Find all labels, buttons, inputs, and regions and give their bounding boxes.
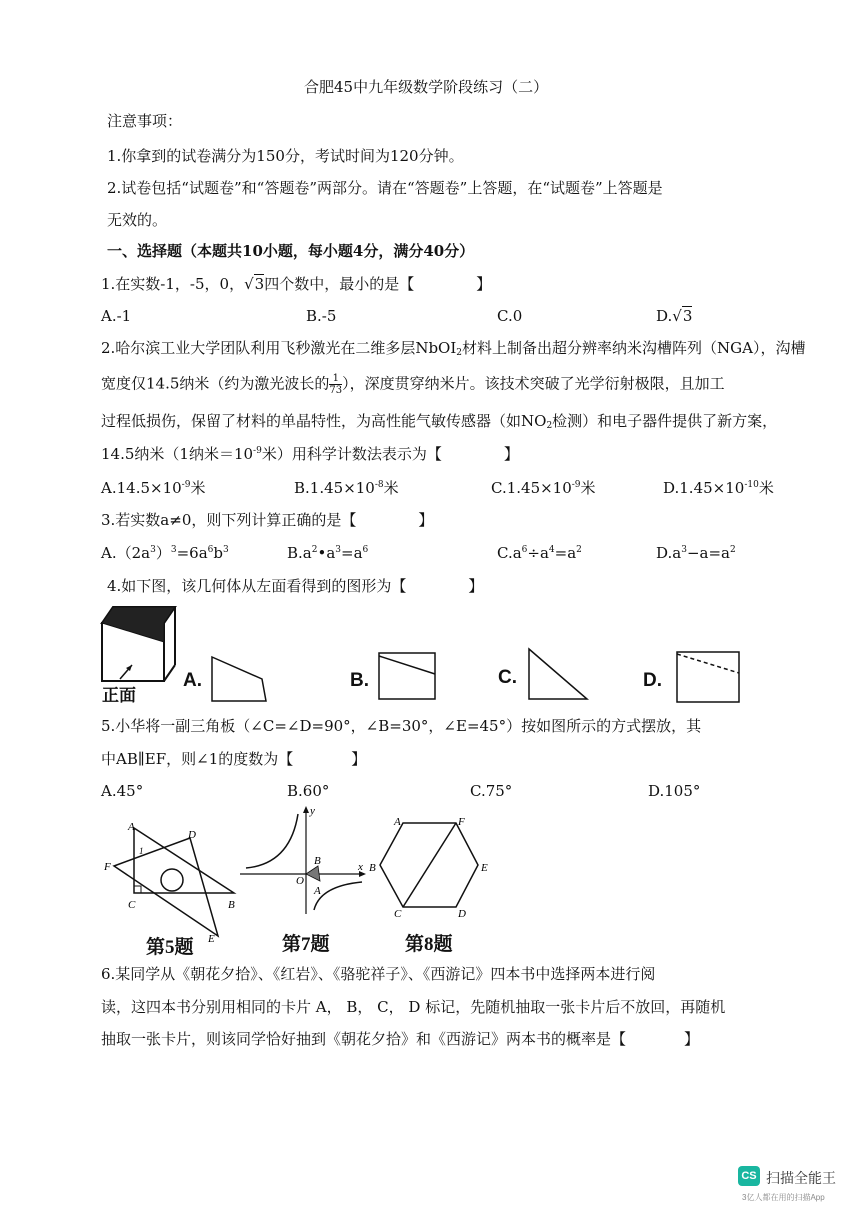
q5-line-2-text: 中AB∥EF，则∠1的度数为【 <box>101 750 294 768</box>
q2-c-unit: 米 <box>580 479 596 497</box>
q2-l1-a: 2.哈尔滨工业大学团队利用飞秒激光在二维多层NbOI <box>101 339 457 357</box>
q6-line-2: 读，这四本书分别用相同的卡片 A， B， C， D 标记，先随机抽取一张卡片后不放回，再随机 <box>101 998 726 1016</box>
q3-a-s3: 6 <box>207 545 214 555</box>
q5-option-a: A.45° <box>101 782 144 800</box>
fig7-label-x: x <box>358 861 363 873</box>
q3-b-2: •a <box>317 544 336 562</box>
q2-l3-sub: 2 <box>546 421 553 431</box>
q5-option-d: D.105° <box>648 782 701 800</box>
q2-line-2 <box>101 373 725 396</box>
fig8-label-d: D <box>458 908 466 920</box>
q1-stem-b: 四个数中，最小的是【 <box>264 275 415 293</box>
q2-fraction-denominator: 73 <box>329 385 343 396</box>
notice-item-2-line-2: 无效的。 <box>107 211 168 229</box>
q3-b-3: =a <box>341 544 363 562</box>
fig8-label-b: B <box>369 862 376 874</box>
fig7-caption: 第7题 <box>282 934 330 955</box>
q3-c-s3: 2 <box>576 545 582 555</box>
camscanner-logo-icon: CS <box>738 1166 760 1186</box>
q2-b-unit: 米 <box>383 479 399 497</box>
q2-l2-a: 宽度仅14.5纳米（约为激光波长的 <box>101 374 330 393</box>
q3-a-2: ） <box>155 544 171 562</box>
q1-option-d-prefix: D. <box>656 307 673 325</box>
fig5-label-d: D <box>188 829 196 841</box>
q2-option-a <box>101 481 205 496</box>
q4-option-b-figure <box>378 652 438 702</box>
fig7-graph <box>240 806 370 916</box>
q6-line-1: 6.某同学从《朝花夕拾》、《红岩》、《骆驼祥子》、《西游记》四本书中选择两本进行阅 <box>101 965 656 983</box>
fig8-label-a: A <box>394 816 401 828</box>
q2-a-text: A.14.5×10 <box>101 479 182 497</box>
q3-bracket-close: 】 <box>418 511 434 529</box>
q4-option-b-label: B. <box>350 670 369 691</box>
fig7-label-y: y <box>310 805 315 817</box>
q2-l2-b: ），深度贯穿纳米片。该技术突破了光学衍射极限，且加工 <box>342 374 725 393</box>
fig5-label-b: B <box>228 899 235 911</box>
q2-a-sup: -9 <box>181 480 191 490</box>
q5-option-c: C.75° <box>470 782 513 800</box>
fig8-hexagon <box>366 813 496 923</box>
q2-fraction-numerator: 1 <box>329 373 342 385</box>
q3-d-s2: 2 <box>729 545 736 555</box>
q3-c-1: C.a <box>497 544 522 562</box>
fig8-label-e: E <box>481 862 488 874</box>
q2-fraction <box>329 373 342 396</box>
fig5-label-1: 1 <box>139 846 144 856</box>
q1-bracket-close: 】 <box>476 275 492 293</box>
q3-c-s1: 6 <box>521 545 528 555</box>
q3-a-s1: 3 <box>150 545 156 555</box>
q4-stem-text: 4.如下图，该几何体从左面看得到的图形为【 <box>107 577 407 595</box>
q3-b-1: B.a <box>287 544 312 562</box>
q3-a-s4: 3 <box>222 545 229 555</box>
fig7-label-b: B <box>314 855 321 867</box>
q3-stem-text: 3.若实数a≠0，则下列计算正确的是【 <box>101 511 357 529</box>
q1-option-d-radicand: 3 <box>682 307 693 325</box>
notice-item-2-line-1: 2.试卷包括“试题卷”和“答题卷”两部分。请在“答题卷”上答题，在“试题卷”上答题是 <box>107 179 663 197</box>
q4-bracket-close: 】 <box>468 577 484 595</box>
q2-l4-sup: -9 <box>253 446 262 456</box>
q2-option-b <box>294 481 399 496</box>
q1-sqrt-radicand: 3 <box>254 275 265 293</box>
notice-item-1: 1.你拿到的试卷满分为150分，考试时间为120分钟。 <box>107 147 464 165</box>
q2-l1-sub: 2 <box>456 348 462 358</box>
q4-front-label: 正面 <box>102 686 136 706</box>
q3-c-s2: 4 <box>548 545 555 555</box>
q6-line-3-text: 抽取一张卡片，则该同学恰好抽到《朝花夕拾》和《西游记》两本书的概率是【 <box>101 1030 627 1048</box>
q2-l4-a: 14.5纳米（1纳米＝10 <box>101 445 254 463</box>
q4-stem <box>107 579 483 594</box>
q3-a-1: A.（2a <box>101 544 151 562</box>
q1-option-b: B.-5 <box>306 307 337 325</box>
q2-d-sup: -10 <box>744 480 759 490</box>
q1-option-a: A.-1 <box>101 307 132 325</box>
q4-option-c-figure <box>527 647 593 703</box>
q2-d-unit: 米 <box>758 479 774 497</box>
q2-b-sup: -8 <box>374 480 384 490</box>
q1-option-d <box>656 309 692 324</box>
fig5-caption: 第5题 <box>146 937 194 958</box>
q6-line-3 <box>101 1032 699 1047</box>
page-title: 合肥45中九年级数学阶段练习（二） <box>304 78 549 96</box>
q2-a-unit: 米 <box>190 479 206 497</box>
q2-option-d <box>663 481 774 496</box>
sqrt-symbol: √ <box>244 275 254 293</box>
q6-bracket-close: 】 <box>684 1030 700 1048</box>
q4-option-a-label: A. <box>183 670 202 691</box>
q4-option-d-figure <box>676 651 742 707</box>
fig7-label-o: O <box>296 875 304 887</box>
section-heading: 一、选择题（本题共10小题，每小题4分，满分40分） <box>107 242 475 260</box>
fig5-label-a: A <box>128 821 135 833</box>
fig5-label-f: F <box>104 861 111 873</box>
watermark-subtitle: 3亿人都在用的扫描App <box>742 1193 825 1202</box>
q3-a-4: b <box>213 544 223 562</box>
q3-option-d <box>656 546 736 561</box>
q2-c-text: C.1.45×10 <box>491 479 572 497</box>
fig8-label-f: F <box>458 816 465 828</box>
fig5-triangles <box>104 818 244 948</box>
sqrt-symbol: √ <box>672 307 682 325</box>
q1-stem-a: 1.在实数-1，-5，0， <box>101 275 245 293</box>
q3-a-3: =6a <box>176 544 208 562</box>
fig8-label-c: C <box>394 908 402 920</box>
q4-option-c-label: C. <box>498 667 517 688</box>
q5-option-b: B.60° <box>287 782 330 800</box>
q5-bracket-close: 】 <box>351 750 367 768</box>
q2-bracket-close: 】 <box>503 445 519 463</box>
q2-option-c <box>491 481 596 496</box>
q5-line-2 <box>101 752 366 767</box>
q3-c-2: ÷a <box>527 544 549 562</box>
fig5-label-e: E <box>208 933 215 945</box>
q3-d-2: −a=a <box>686 544 730 562</box>
q3-d-s1: 3 <box>681 545 687 555</box>
q2-line-1 <box>101 341 805 356</box>
q4-solid-figure <box>100 605 190 685</box>
q3-option-c <box>497 546 582 561</box>
fig7-label-a: A <box>314 885 321 897</box>
q3-b-s1: 2 <box>311 545 318 555</box>
q3-d-1: D.a <box>656 544 682 562</box>
q1-option-c: C.0 <box>497 307 523 325</box>
q2-d-text: D.1.45×10 <box>663 479 745 497</box>
q2-l4-b: 米）用科学计数法表示为【 <box>261 445 442 463</box>
q2-l1-b: 材料上制备出超分辨率纳米沟槽阵列（NGA），沟槽 <box>462 339 806 357</box>
q3-b-s3: 6 <box>362 545 369 555</box>
q3-a-s2: 3 <box>170 545 177 555</box>
q3-option-b <box>287 546 368 561</box>
q3-b-s2: 3 <box>335 545 341 555</box>
watermark-name: 扫描全能王 <box>766 1170 836 1186</box>
q2-c-sup: -9 <box>571 480 581 490</box>
q2-l3-b: 检测）和电子器件提供了新方案， <box>552 412 778 430</box>
q1-stem <box>101 277 491 292</box>
q2-line-4 <box>101 447 519 462</box>
q5-line-1: 5.小华将一副三角板（∠C=∠D=90°，∠B=30°，∠E=45°）按如图所示的方式摆放，其 <box>101 717 702 735</box>
q2-line-3 <box>101 414 777 429</box>
q3-stem <box>101 513 433 528</box>
q2-b-text: B.1.45×10 <box>294 479 375 497</box>
q4-option-d-label: D. <box>643 670 662 691</box>
q3-option-a <box>101 546 229 561</box>
q2-l3-a: 过程低损伤，保留了材料的单晶特性，为高性能气敏传感器（如NO <box>101 412 547 430</box>
fig5-label-c: C <box>128 899 136 911</box>
notice-heading: 注意事项： <box>107 112 183 130</box>
q4-option-a-figure <box>210 655 270 705</box>
q3-c-3: =a <box>554 544 577 562</box>
fig8-caption: 第8题 <box>405 934 453 955</box>
